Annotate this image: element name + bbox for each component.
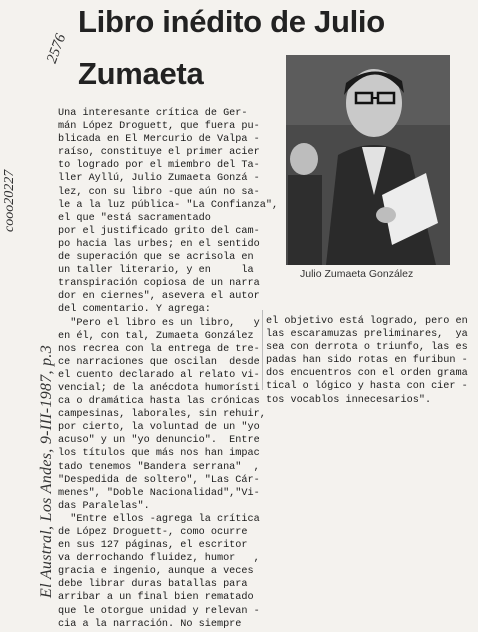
article-line: un taller literario, y en la: [58, 265, 254, 277]
article-line: tical o lógico y hasta con cier -: [266, 381, 468, 393]
article-line: dor en ciernes", asevera el autor: [58, 291, 260, 303]
article-line: que le otorgue unidad y relevan -: [58, 605, 260, 617]
article-column-1: [58, 108, 279, 632]
article-line: mán López Droguett, que fuera pu-: [58, 121, 260, 133]
handwritten-number: 2576: [44, 31, 70, 66]
article-line: das Paralelas".: [58, 500, 150, 512]
article-line: sea con derrota o triunfo, las es: [266, 342, 468, 354]
article-line: debe librar duras batallas para: [58, 579, 248, 591]
article-line: le a la luz pública- "La Confianza",: [58, 199, 279, 211]
author-photo-image: [286, 55, 450, 265]
headline-line-1: Libro inédito de Julio: [78, 4, 385, 39]
article-column-2: [266, 316, 466, 408]
article-line: padas han sido rotas en furibun -: [266, 355, 468, 367]
article-line: "Despedida de soltero", "Las Cár-: [58, 474, 260, 486]
article-line: las escaramuzas preliminares, ya: [266, 329, 468, 341]
article-line: de superación que se acrisola en: [58, 252, 254, 264]
article-line: tado tenemos "Bandera serrana" ,: [58, 461, 260, 473]
article-line: "Entre ellos -agrega la crítica: [58, 513, 260, 525]
article-line: ller Ayllú, Julio Zumaeta Gonzá -: [58, 173, 260, 185]
article-line: menes", "Doble Nacionalidad","Vi-: [58, 487, 260, 499]
article-line: el cuento declarado al relato vi-: [58, 369, 260, 381]
article-line: lez, con su libro -que aún no sa-: [58, 186, 260, 198]
article-line: to logrado por el miembro del Ta-: [58, 160, 260, 172]
article-line: por cierto, la voluntad de un "yo: [58, 422, 260, 434]
article-line: el que "está sacramentado: [58, 212, 211, 224]
photo-caption: Julio Zumaeta González: [300, 268, 414, 280]
article-line: de López Droguett-, como ocurre: [58, 527, 248, 538]
article-line: raíso, constituye el primer acier: [58, 147, 260, 159]
headline-line-2: Zumaeta: [78, 56, 204, 91]
article-line: en sus 127 páginas, el escritor: [58, 540, 248, 552]
article-line: cia a la narración. No siempre: [58, 618, 242, 630]
article-line: en él, con tal, Zumaeta González: [58, 330, 254, 342]
handwritten-source-note: El Austral, Los Andes, 9-III-1987, p.3: [38, 344, 55, 598]
article-line: gracia e ingenio, aunque a veces: [58, 566, 254, 578]
article-line: arribar a un final bien rematado: [58, 592, 254, 604]
article-line: blicada en El Mercurio de Valpa -: [58, 134, 260, 146]
article-line: por el justificado grito del cam-: [58, 225, 260, 237]
article-line: "Pero el libro es un libro, y: [58, 317, 260, 329]
article-line: dos encuentros con el orden grama: [266, 368, 468, 380]
article-line: tos vocablos innecesarios".: [266, 394, 432, 406]
archive-code-stamp: cooo20227: [2, 169, 17, 232]
article-line: nos recrea con la entrega de tre-: [58, 343, 260, 355]
article-line: transpiración copiosa de un narra: [58, 278, 260, 290]
article-line: Una interesante crítica de Ger-: [58, 108, 248, 119]
article-line: campesinas, laborales, sin rehuir,: [58, 409, 266, 421]
column-divider: [262, 310, 263, 390]
article-line: po hacia las urbes; en el sentido: [58, 238, 260, 250]
author-photo: [286, 55, 450, 265]
article-line: el objetivo está logrado, pero en: [266, 316, 468, 327]
article-line: ca o dramática hasta las crónicas: [58, 396, 260, 408]
article-line: ce narraciones que oscilan desde: [58, 356, 260, 368]
article-line: acuso" y un "yo denuncio". Entre: [58, 435, 260, 447]
article-line: del comentario. Y agrega:: [58, 304, 211, 316]
article-line: los títulos que más nos han impac: [58, 448, 260, 460]
article-line: vencial; de la anécdota humorísti: [58, 382, 260, 394]
article-line: va derrochando fluidez, humor ,: [58, 553, 260, 565]
